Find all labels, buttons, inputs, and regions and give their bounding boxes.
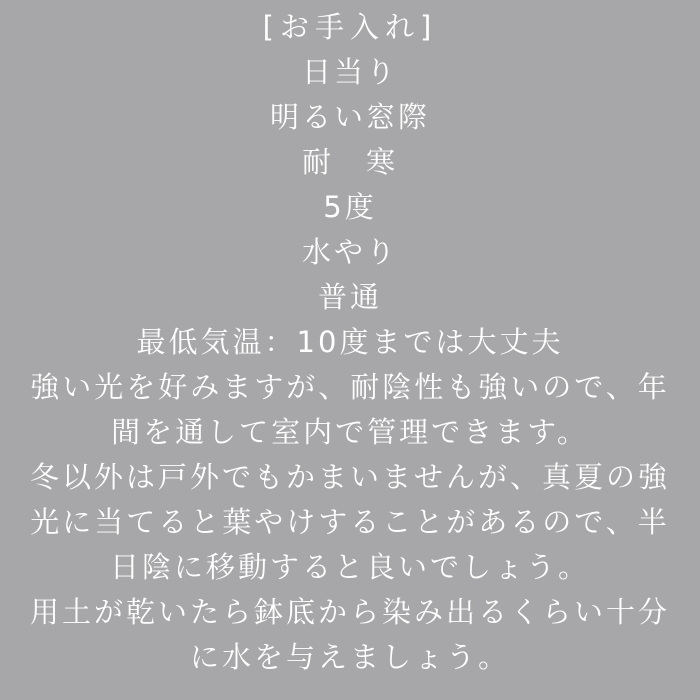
care-field-watering-value: 普通	[317, 280, 382, 314]
care-note-light-line-1: 強い光を好みますが、耐陰性も強いので、年	[30, 370, 670, 404]
care-note-watering-line-1: 用土が乾いたら鉢底から染み出るくらい十分	[29, 595, 670, 629]
care-note-outdoor-line-3: 日陰に移動すると良いでしょう。	[109, 550, 590, 584]
care-title: [お手入れ]	[262, 10, 438, 44]
care-field-sunlight-value: 明るい窓際	[269, 100, 430, 134]
care-note-min-temperature: 最低気温：10度までは大丈夫	[136, 325, 564, 359]
care-note-outdoor-line-1: 冬以外は戸外でもかまいませんが、真夏の強	[29, 460, 670, 494]
care-note-outdoor-line-2: 光に当てると葉やけすることがあるので、半	[30, 505, 670, 539]
care-field-watering-label: 水やり	[301, 235, 398, 269]
care-field-sunlight-label: 日当り	[301, 55, 398, 89]
care-note-light-line-2: 間を通して室内で管理できます。	[111, 415, 589, 449]
care-field-cold-tolerance-value: 5度	[323, 190, 377, 224]
care-field-cold-tolerance-label: 耐 寒	[301, 145, 398, 179]
care-note-watering-line-2: に水を与えましょう。	[189, 640, 510, 674]
